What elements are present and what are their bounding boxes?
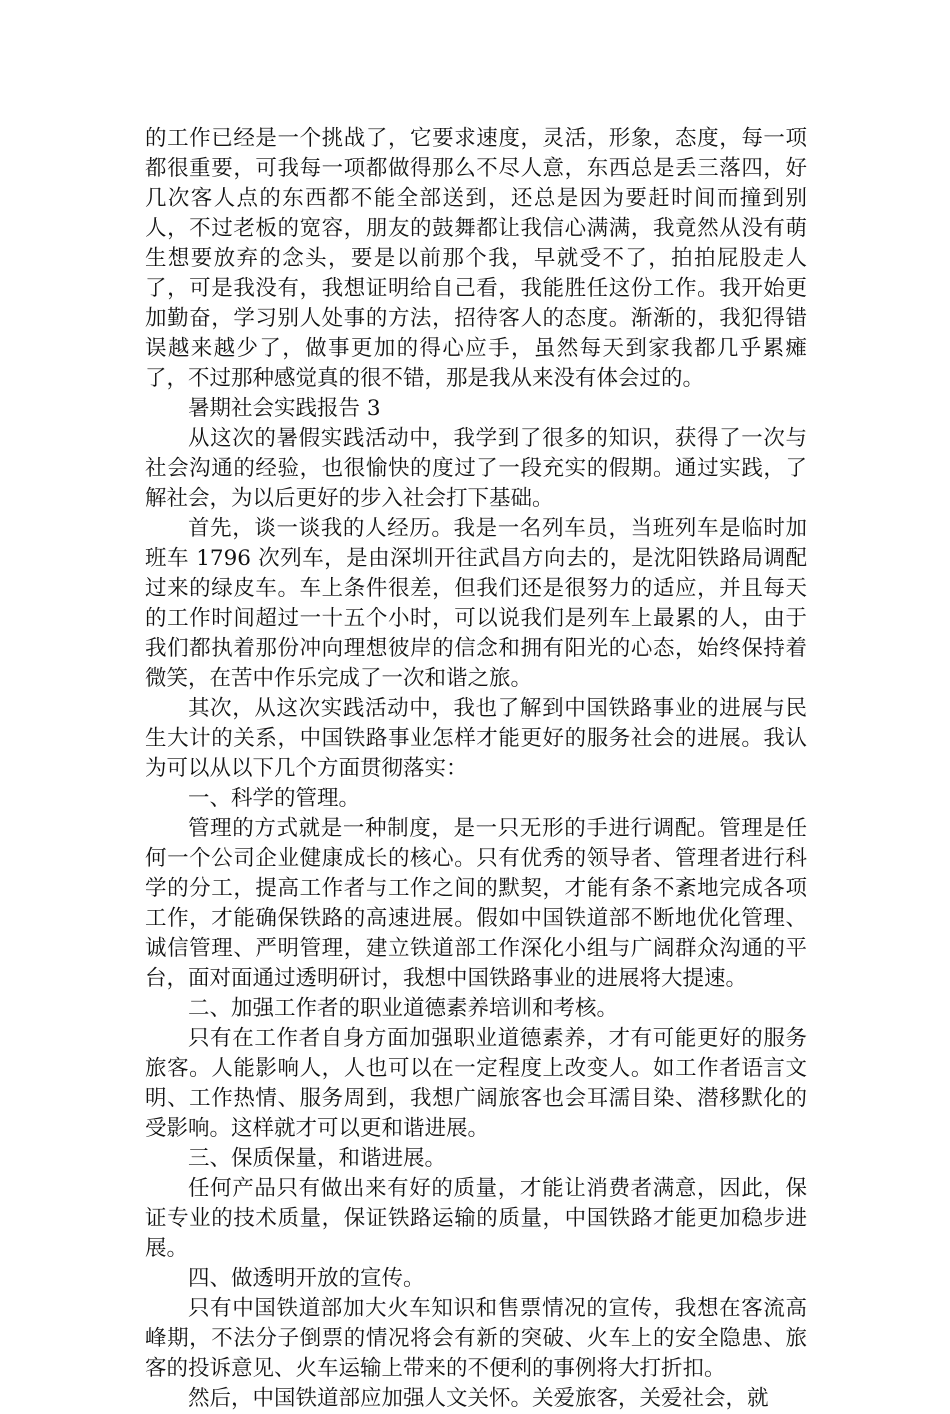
- document-page: [145, 124, 807, 1414]
- paragraph-experience: 首先，谈一谈我的人经历。我是一名列车员，当班列车是临时加班车 1796 次列车，是由深圳开往武昌方向去的，是沈阳铁路局调配过来的绿皮车。车上条件很差，但我们还是很努力的适应，并且每天的工作时间超过一十五个小时，可以说我们是列车上最累的人，由于我们都执着那份冲向理想彼岸的信念和拥有阳光的心态，始终保持着微笑，在苦中作乐完成了一次和谐之旅。: [145, 516, 807, 691]
- paragraph-publicity: 只有中国铁道部加大火车知识和售票情况的宣传，我想在客流高峰期，不法分子倒票的情况将会有新的突破、火车上的安全隐患、旅客的投诉意见、火车运输上带来的不便利的事例将大打折扣。: [145, 1296, 807, 1381]
- paragraph-management: 管理的方式就是一种制度，是一只无形的手进行调配。管理是任何一个公司企业健康成长的核心。只有优秀的领导者、管理者进行科学的分工，提高工作者与工作之间的默契，才能有条不紊地完成各项工作，才能确保铁路的高速进展。假如中国铁道部不断地优化管理、诚信管理、严明管理，建立铁道部工作深化小组与广阔群众沟通的平台，面对面通过透明研讨，我想中国铁路事业的进展将大提速。: [145, 816, 807, 991]
- section-heading-report-3: 暑期社会实践报告 3: [188, 396, 381, 421]
- paragraph-intro: 从这次的暑假实践活动中，我学到了很多的知识，获得了一次与社会沟通的经验，也很愉快的度过了一段充实的假期。通过实践，了解社会，为以后更好的步入社会打下基础。: [145, 426, 807, 511]
- heading-quality: 三、保质保量，和谐进展。: [188, 1146, 447, 1171]
- paragraph-continuation: 的工作已经是一个挑战了，它要求速度，灵活，形象，态度，每一项都很重要，可我每一项都做得那么不尽人意，东西总是丢三落四，好几次客人点的东西都不能全部送到，还总是因为要赶时间而撞到别人，不过老板的宽容，朋友的鼓舞都让我信心满满，我竟然从没有萌生想要放弃的念头，要是以前那个我，早就受不了，拍拍屁股走人了，可是我没有，我想证明给自己看，我能胜任这份工作。我开始更加勤奋，学习别人处事的方法，招待客人的态度。渐渐的，我犯得错误越来越少了，做事更加的得心应手，虽然每天到家我都几乎累瘫了，不过那种感觉真的很不错，那是我从来没有体会过的。: [145, 126, 807, 391]
- paragraph-ethics: 只有在工作者自身方面加强职业道德素养，才有可能更好的服务旅客。人能影响人，人也可以在一定程度上改变人。如工作者语言文明、工作热情、服务周到，我想广阔旅客也会耳濡目染、潜移默化的受影响。这样就才可以更和谐进展。: [145, 1026, 807, 1141]
- paragraph-humanistic-care: 然后，中国铁道部应加强人文关怀。关爱旅客，关爱社会，就: [188, 1386, 769, 1411]
- heading-scientific-management: 一、科学的管理。: [188, 786, 361, 811]
- heading-professional-ethics: 二、加强工作者的职业道德素养培训和考核。: [188, 996, 619, 1021]
- heading-transparent-publicity: 四、做透明开放的宣传。: [188, 1266, 425, 1291]
- paragraph-quality: 任何产品只有做出来有好的质量，才能让消费者满意，因此，保证专业的技术质量，保证铁路运输的质量，中国铁路才能更加稳步进展。: [145, 1176, 807, 1261]
- paragraph-secondly: 其次，从这次实践活动中，我也了解到中国铁路事业的进展与民生大计的关系，中国铁路事业怎样才能更好的服务社会的进展。我认为可以从以下几个方面贯彻落实：: [145, 696, 807, 781]
